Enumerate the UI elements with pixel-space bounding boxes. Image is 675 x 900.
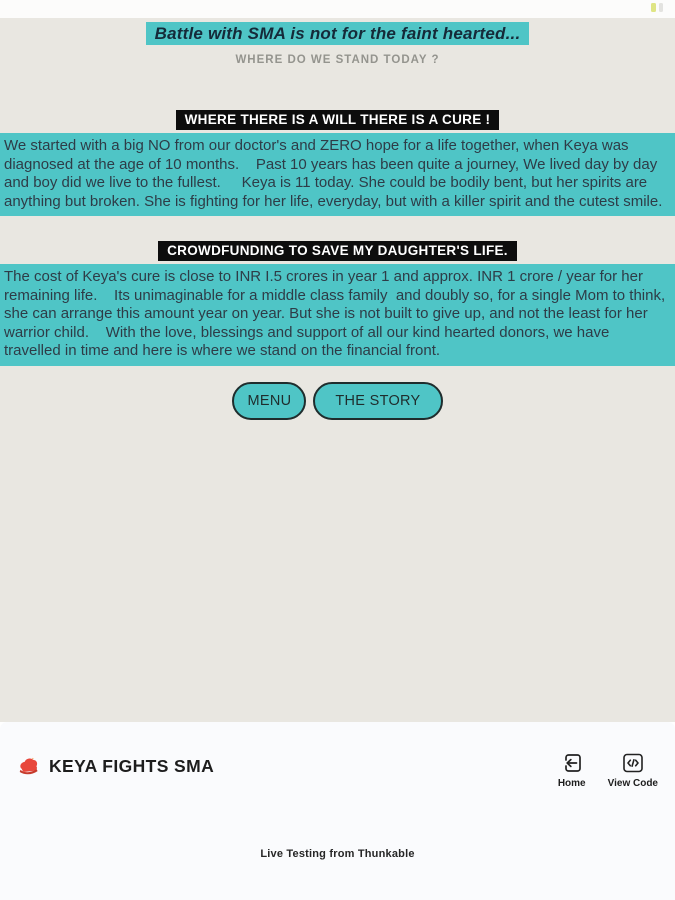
page-subtitle: WHERE DO WE STAND TODAY ?: [235, 54, 440, 66]
the-story-button[interactable]: THE STORY: [313, 382, 442, 421]
button-row: [0, 382, 675, 421]
footer-panel: [0, 722, 675, 900]
title-row: [0, 22, 675, 45]
battery-icon: [651, 3, 656, 12]
exit-left-arrow-icon: [560, 751, 584, 775]
heading-row-will-cure: [0, 110, 675, 130]
page-title: Battle with SMA is not for the faint hearted...: [146, 22, 530, 45]
menu-button[interactable]: MENU: [232, 382, 306, 421]
paragraph-crowdfunding: The cost of Keya's cure is close to INR I.5 crores in year 1 and approx. INR 1 crore / year for her remaining life. Its unimaginable for a middle class family and doubly so, for a single Mom to think, she can arrange this amount year on year. But she is not built to give up, and not the least for her warrior child. With the love, blessings and support of all our kind hearted donors, we have travelled in time and here is where we stand on the financial front.: [0, 264, 675, 366]
view-code-button[interactable]: [608, 751, 658, 789]
home-label: Home: [557, 778, 586, 789]
view-code-label: View Code: [607, 778, 658, 789]
heading-row-crowdfunding: [0, 241, 675, 261]
status-bar: [0, 0, 675, 18]
section-heading-will-cure: WHERE THERE IS A WILL THERE IS A CURE !: [176, 110, 500, 130]
status-indicator-icon: [659, 3, 663, 12]
section-heading-crowdfunding: CROWDFUNDING TO SAVE MY DAUGHTER'S LIFE.: [158, 241, 517, 261]
live-testing-caption: Live Testing from Thunkable: [260, 848, 415, 860]
code-brackets-icon: [621, 751, 645, 775]
brand: [17, 756, 214, 777]
main-content: [0, 18, 675, 722]
red-fist-icon: [17, 756, 40, 777]
paragraph-keya-story: We started with a big NO from our doctor's and ZERO hope for a life together, when Keya was diagnosed at the age of 10 months. Past 10 years has been quite a journey, We lived day by day and boy did we live to the fullest. Keya is 11 today. She could be bodily bent, but her spirits are anything but broken. She is fighting for her life, everyday, but with a killer spirit and the cutest smile.: [0, 133, 675, 216]
footer-tools: [558, 751, 658, 789]
home-button[interactable]: [558, 751, 586, 789]
brand-title: KEYA FIGHTS SMA: [49, 756, 215, 776]
